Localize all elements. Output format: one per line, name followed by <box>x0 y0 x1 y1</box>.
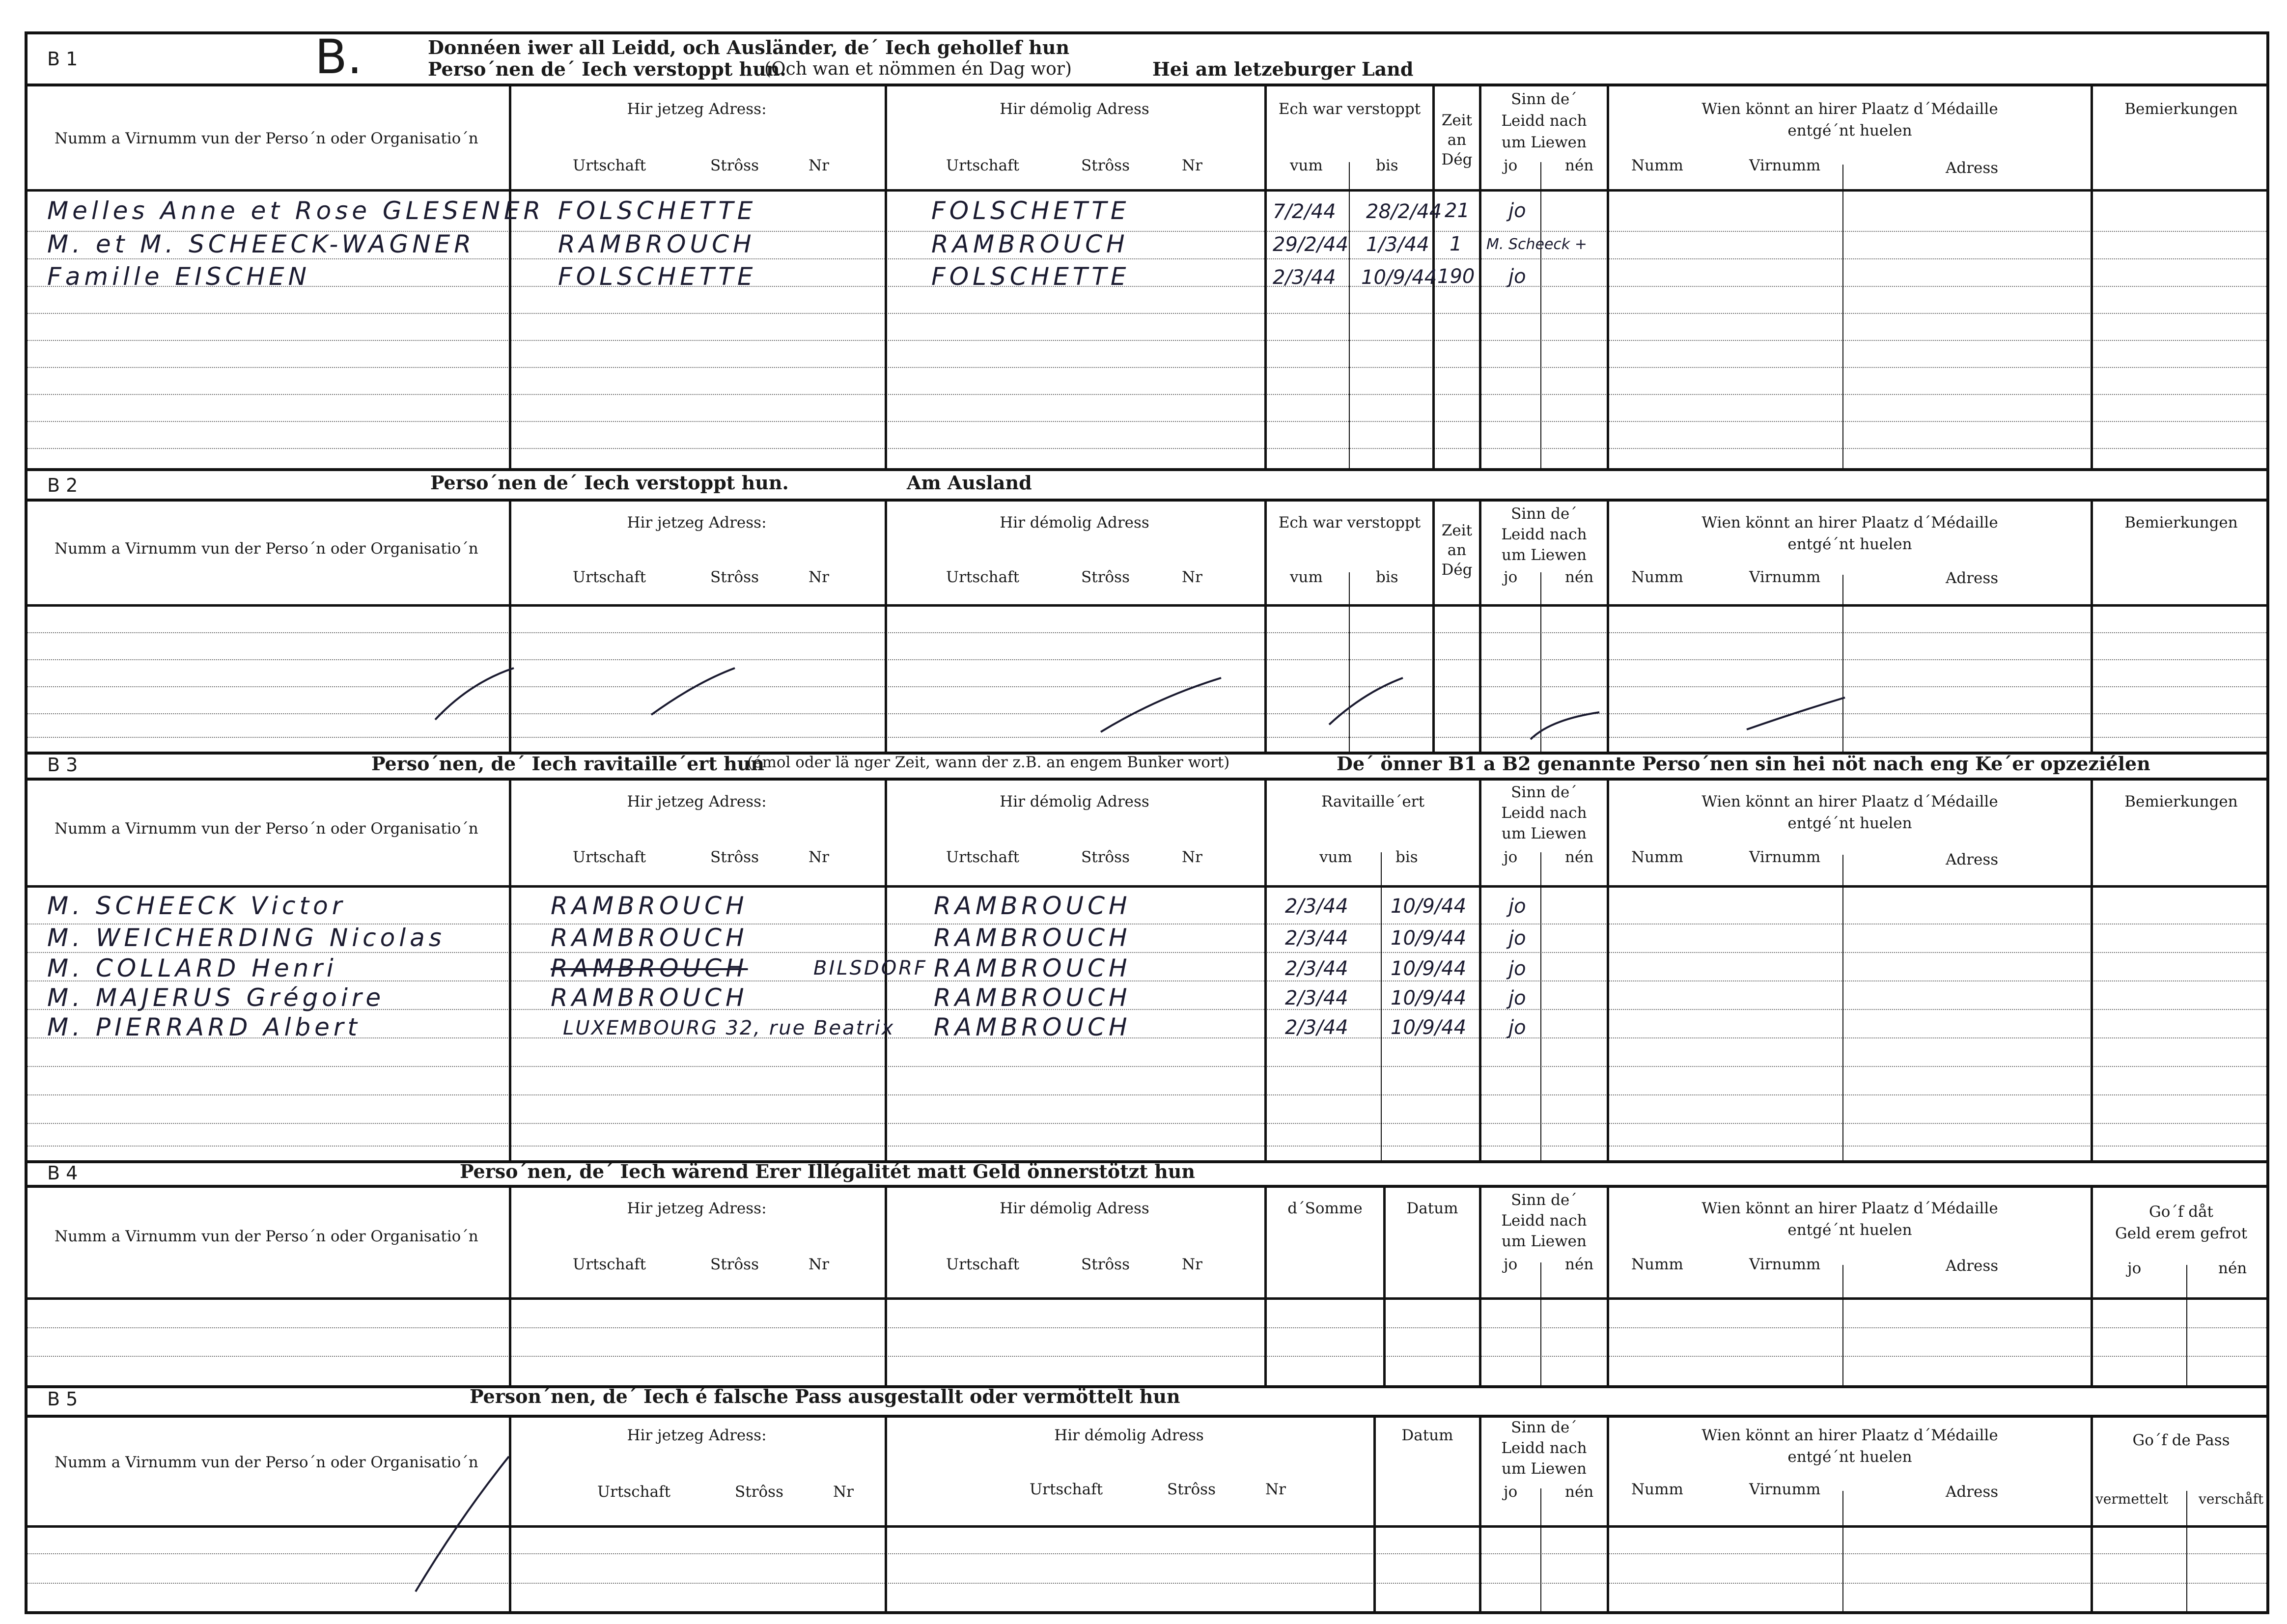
header-medal-name: Numm <box>1631 157 1683 174</box>
cancel-stroke <box>1747 698 1845 729</box>
header-medal-first: Virnumm <box>1749 157 1821 174</box>
b3-row-3-alive: jo <box>1508 957 1526 980</box>
header-current-address: Hir jetzeg Adress: <box>627 1427 767 1444</box>
section-label-b2: B 2 <box>47 475 78 496</box>
header-medal: Wien könnt an hirer Plaatz d´Médaille entgé´nt huelen <box>1701 793 1998 832</box>
header-name: Numm a Virnumm vun der Perso´n oder Organisatio´n <box>55 1228 478 1245</box>
b1-row-2-name: M. et M. SCHEECK-WAGNER <box>47 230 475 258</box>
header-street: Strôss <box>1167 1481 1216 1498</box>
header-place: Urtschaft <box>573 568 646 586</box>
form-letter: B. <box>315 29 363 84</box>
b3-row-2-to: 10/9/44 <box>1391 927 1467 950</box>
header-date: Datum <box>1406 1200 1458 1217</box>
header-remarks: Bemierkungen <box>2124 100 2238 118</box>
header-street: Strôss <box>735 1483 783 1501</box>
b3-row-5-to: 10/9/44 <box>1391 1016 1467 1039</box>
section-tail-b3: De´ önner B1 a B2 genannte Perso´nen sin hei nöt nach eng Ke´er opzeziélen <box>1337 753 2150 775</box>
header-street: Strôss <box>710 568 759 586</box>
b1-row-3-name: Famille EISCHEN <box>47 262 311 291</box>
header-to: bis <box>1376 568 1398 586</box>
cancel-stroke <box>1329 678 1403 725</box>
b3-row-1-from: 2/3/44 <box>1285 895 1348 918</box>
header-street: Strôss <box>710 157 759 174</box>
header-medal-address: Adress <box>1946 159 1999 177</box>
section-note-b1: (Och wan et nömmen én Dag wor) <box>764 59 1072 79</box>
header-medal-first: Virnumm <box>1749 1256 1821 1273</box>
header-current-address: Hir jetzeg Adress: <box>627 514 767 532</box>
cancel-strokes <box>28 34 2272 1617</box>
b1-row-1-alive: jo <box>1508 199 1526 222</box>
section-title-b4: Perso´nen, de´ Iech wärend Erer Illégalitét matt Geld önnerstötzt hun <box>460 1160 1195 1182</box>
b3-row-1-current: RAMBROUCH <box>551 892 748 920</box>
section-label-b5: B 5 <box>47 1388 78 1410</box>
header-name: Numm a Virnumm vun der Perso´n oder Organisatio´n <box>55 1454 478 1471</box>
header-alive: Sinn de´ Leidd nach um Liewen <box>1501 90 1587 151</box>
header-to: bis <box>1395 848 1418 866</box>
b1-row-1-former: FOLSCHETTE <box>931 196 1130 225</box>
b3-row-4-name: M. MAJERUS Grégoire <box>47 983 385 1012</box>
header-alive: Sinn de´ Leidd nach um Liewen <box>1501 505 1587 564</box>
header-nr: Nr <box>809 568 829 586</box>
b1-row-3-to: 10/9/44 <box>1361 266 1437 289</box>
b1-row-1-to: 28/2/44 <box>1366 200 1442 223</box>
b3-row-5-from: 2/3/44 <box>1285 1016 1348 1039</box>
header-medal-address: Adress <box>1946 851 1999 868</box>
b1-row-2-to: 1/3/44 <box>1366 233 1429 256</box>
cancel-stroke <box>416 1456 509 1592</box>
b1-row-3-from: 2/3/44 <box>1273 266 1336 289</box>
b3-row-4-to: 10/9/44 <box>1391 987 1467 1009</box>
b3-row-2-current: RAMBROUCH <box>551 924 748 952</box>
header-sum: d´Somme <box>1287 1200 1363 1217</box>
header-nr: Nr <box>1265 1481 1286 1498</box>
header-street: Strôss <box>1081 568 1130 586</box>
header-no: nén <box>1565 1483 1594 1501</box>
section-label-b1: B 1 <box>47 48 78 70</box>
header-place: Urtschaft <box>573 1256 646 1273</box>
header-street: Strôss <box>1081 1256 1130 1273</box>
header-former-address: Hir démolig Adress <box>1000 793 1149 811</box>
header-pass: Go´f de Pass <box>2132 1431 2230 1449</box>
header-date: Datum <box>1401 1427 1453 1444</box>
header-no: nén <box>1565 568 1594 586</box>
header-alive: Sinn de´ Leidd nach um Liewen <box>1501 1419 1587 1478</box>
header-to: bis <box>1376 157 1398 174</box>
header-medal-name: Numm <box>1631 568 1683 586</box>
b1-row-2-alive: M. Scheeck + <box>1486 236 1587 253</box>
header-nr: Nr <box>1182 1256 1202 1273</box>
header-no: nén <box>1565 848 1594 866</box>
header-medal: Wien könnt an hirer Plaatz d´Médaille entgé´nt huelen <box>1701 100 1998 140</box>
b3-row-4-former: RAMBROUCH <box>934 983 1131 1012</box>
header-medal-name: Numm <box>1631 848 1683 866</box>
header-remarks: Bemierkungen <box>2124 514 2238 532</box>
section-subtitle-b1: Perso´nen de´ Iech verstoppt hun. <box>428 58 786 80</box>
header-name: Numm a Virnumm vun der Perso´n oder Organisatio´n <box>55 540 478 558</box>
header-hidden: Ech war verstoppt <box>1278 100 1421 118</box>
b3-row-3-former: RAMBROUCH <box>934 954 1131 982</box>
header-medal-address: Adress <box>1946 1257 1999 1275</box>
header-current-address: Hir jetzeg Adress: <box>627 100 767 118</box>
header-medal-name: Numm <box>1631 1256 1683 1273</box>
header-alive: Sinn de´ Leidd nach um Liewen <box>1501 784 1587 842</box>
header-nr: Nr <box>1182 568 1202 586</box>
header-place: Urtschaft <box>946 848 1020 866</box>
b1-row-3-days: 190 <box>1437 265 1475 288</box>
cancel-stroke <box>651 668 735 715</box>
b3-row-1-alive: jo <box>1508 895 1526 918</box>
header-current-address: Hir jetzeg Adress: <box>627 1200 767 1217</box>
b3-row-5-alive: jo <box>1508 1016 1526 1039</box>
b3-row-4-alive: jo <box>1508 987 1526 1009</box>
b1-row-2-from: 29/2/44 <box>1273 233 1349 256</box>
b3-row-2-name: M. WEICHERDING Nicolas <box>47 924 446 952</box>
header-medal-first: Virnumm <box>1749 1481 1821 1498</box>
header-name: Numm a Virnumm vun der Perso´n oder Organisatio´n <box>55 130 478 147</box>
header-place: Urtschaft <box>946 1256 1020 1273</box>
b1-row-3-current: FOLSCHETTE <box>558 262 757 291</box>
b3-row-1-former: RAMBROUCH <box>934 892 1131 920</box>
header-street: Strôss <box>710 848 759 866</box>
header-hidden: Ech war verstoppt <box>1278 514 1421 532</box>
header-nr: Nr <box>833 1483 854 1501</box>
header-former-address: Hir démolig Adress <box>1000 514 1149 532</box>
header-current-address: Hir jetzeg Adress: <box>627 793 767 811</box>
b3-row-5-former: RAMBROUCH <box>934 1013 1131 1041</box>
b3-row-3-name: M. COLLARD Henri <box>47 954 337 982</box>
header-medal: Wien könnt an hirer Plaatz d´Médaille entgé´nt huelen <box>1701 1200 1998 1239</box>
header-from: vum <box>1290 157 1323 174</box>
header-medal-first: Virnumm <box>1749 848 1821 866</box>
b3-row-3-current-extra: BILSDORF <box>813 957 927 980</box>
b1-row-1-days: 21 <box>1445 199 1470 222</box>
header-yes: jo <box>1504 848 1518 866</box>
header-nr: Nr <box>809 848 829 866</box>
section-place-b1: Hei am letzeburger Land <box>1152 58 1414 80</box>
section-label-b4: B 4 <box>47 1162 78 1184</box>
header-nr: Nr <box>1182 157 1202 174</box>
b3-row-5-current: LUXEMBOURG 32, rue Beatrix <box>563 1017 895 1039</box>
header-no: nén <box>2218 1260 2247 1277</box>
header-nr: Nr <box>1182 848 1202 866</box>
header-street: Strôss <box>710 1256 759 1273</box>
header-pass-issued: vermettelt <box>2095 1491 2169 1507</box>
header-time: Zeit an Dég <box>1441 112 1473 168</box>
cancel-stroke <box>435 668 514 720</box>
b3-row-1-to: 10/9/44 <box>1391 895 1467 918</box>
b3-row-2-former: RAMBROUCH <box>934 924 1131 952</box>
b3-row-3-from: 2/3/44 <box>1285 957 1348 980</box>
header-former-address: Hir démolig Adress <box>1000 1200 1149 1217</box>
b3-row-3-current: RAMBROUCH <box>551 954 748 982</box>
header-pass-made: verschåft <box>2199 1491 2264 1507</box>
section-title-b3: Perso´nen, de´ Iech ravitaille´ert hun <box>371 753 764 775</box>
b1-row-1-from: 7/2/44 <box>1273 200 1336 223</box>
b1-row-1-name: Melles Anne et Rose GLESENER <box>47 196 545 225</box>
header-yes: jo <box>1504 568 1518 586</box>
header-place: Urtschaft <box>946 157 1020 174</box>
section-title-b2: Perso´nen de´ Iech verstoppt hun. <box>430 472 789 494</box>
header-supplied: Ravitaille´ert <box>1321 793 1425 811</box>
header-medal: Wien könnt an hirer Plaatz d´Médaille entgé´nt huelen <box>1701 514 1998 553</box>
header-place: Urtschaft <box>573 848 646 866</box>
header-nr: Nr <box>809 157 829 174</box>
header-medal-address: Adress <box>1946 569 1999 587</box>
header-remarks: Bemierkungen <box>2124 793 2238 811</box>
header-place: Urtschaft <box>573 157 646 174</box>
header-yes: jo <box>1504 1483 1518 1501</box>
header-medal-name: Numm <box>1631 1481 1683 1498</box>
header-yes: jo <box>1504 1256 1518 1273</box>
header-name: Numm a Virnumm vun der Perso´n oder Organisatio´n <box>55 820 478 838</box>
header-street: Strôss <box>1081 848 1130 866</box>
b1-row-1-current: FOLSCHETTE <box>558 196 757 225</box>
section-note-b3: (émol oder lä nger Zeit, wann der z.B. an engem Bunker wort) <box>747 754 1230 771</box>
header-place: Urtschaft <box>946 568 1020 586</box>
b3-row-4-current: RAMBROUCH <box>551 983 748 1012</box>
cancel-stroke <box>1101 678 1221 732</box>
section-place-b2: Am Ausland <box>907 472 1032 494</box>
header-money-returned: Go´f dåt Geld erem gefrot <box>2115 1203 2248 1242</box>
header-place: Urtschaft <box>597 1483 671 1501</box>
header-medal: Wien könnt an hirer Plaatz d´Médaille entgé´nt huelen <box>1701 1427 1998 1466</box>
b3-row-5-name: M. PIERRARD Albert <box>47 1013 361 1041</box>
header-yes: jo <box>2127 1260 2142 1277</box>
header-no: nén <box>1565 1256 1594 1273</box>
b3-row-3-to: 10/9/44 <box>1391 957 1467 980</box>
header-nr: Nr <box>809 1256 829 1273</box>
header-medal-address: Adress <box>1946 1483 1999 1501</box>
header-street: Strôss <box>1081 157 1130 174</box>
b3-row-4-from: 2/3/44 <box>1285 987 1348 1009</box>
b3-row-1-name: M. SCHEECK Victor <box>47 892 346 920</box>
section-title-b5: Person´nen, de´ Iech é falsche Pass ausgestallt oder vermöttelt hun <box>470 1385 1180 1407</box>
header-place: Urtschaft <box>1030 1481 1103 1498</box>
header-medal-first: Virnumm <box>1749 568 1821 586</box>
section-label-b3: B 3 <box>47 754 78 776</box>
b3-row-2-from: 2/3/44 <box>1285 927 1348 950</box>
header-alive: Sinn de´ Leidd nach um Liewen <box>1501 1191 1587 1250</box>
b1-row-2-former: RAMBROUCH <box>931 230 1129 258</box>
header-former-address: Hir démolig Adress <box>1000 100 1149 118</box>
b1-row-3-former: FOLSCHETTE <box>931 262 1130 291</box>
form-sheet <box>25 31 2269 1614</box>
b1-row-3-alive: jo <box>1508 265 1526 288</box>
header-no: nén <box>1565 157 1594 174</box>
b1-row-2-current: RAMBROUCH <box>558 230 755 258</box>
header-former-address: Hir démolig Adress <box>1054 1427 1204 1444</box>
header-yes: jo <box>1504 157 1518 174</box>
b1-row-2-days: 1 <box>1450 233 1462 255</box>
header-from: vum <box>1290 568 1323 586</box>
b3-row-2-alive: jo <box>1508 927 1526 950</box>
header-time: Zeit an Dég <box>1441 522 1473 579</box>
header-from: vum <box>1319 848 1352 866</box>
section-title-b1: Donnéen iwer all Leidd, och Ausländer, de´ Iech gehollef hun <box>428 36 1070 58</box>
cancel-stroke <box>1531 712 1599 739</box>
